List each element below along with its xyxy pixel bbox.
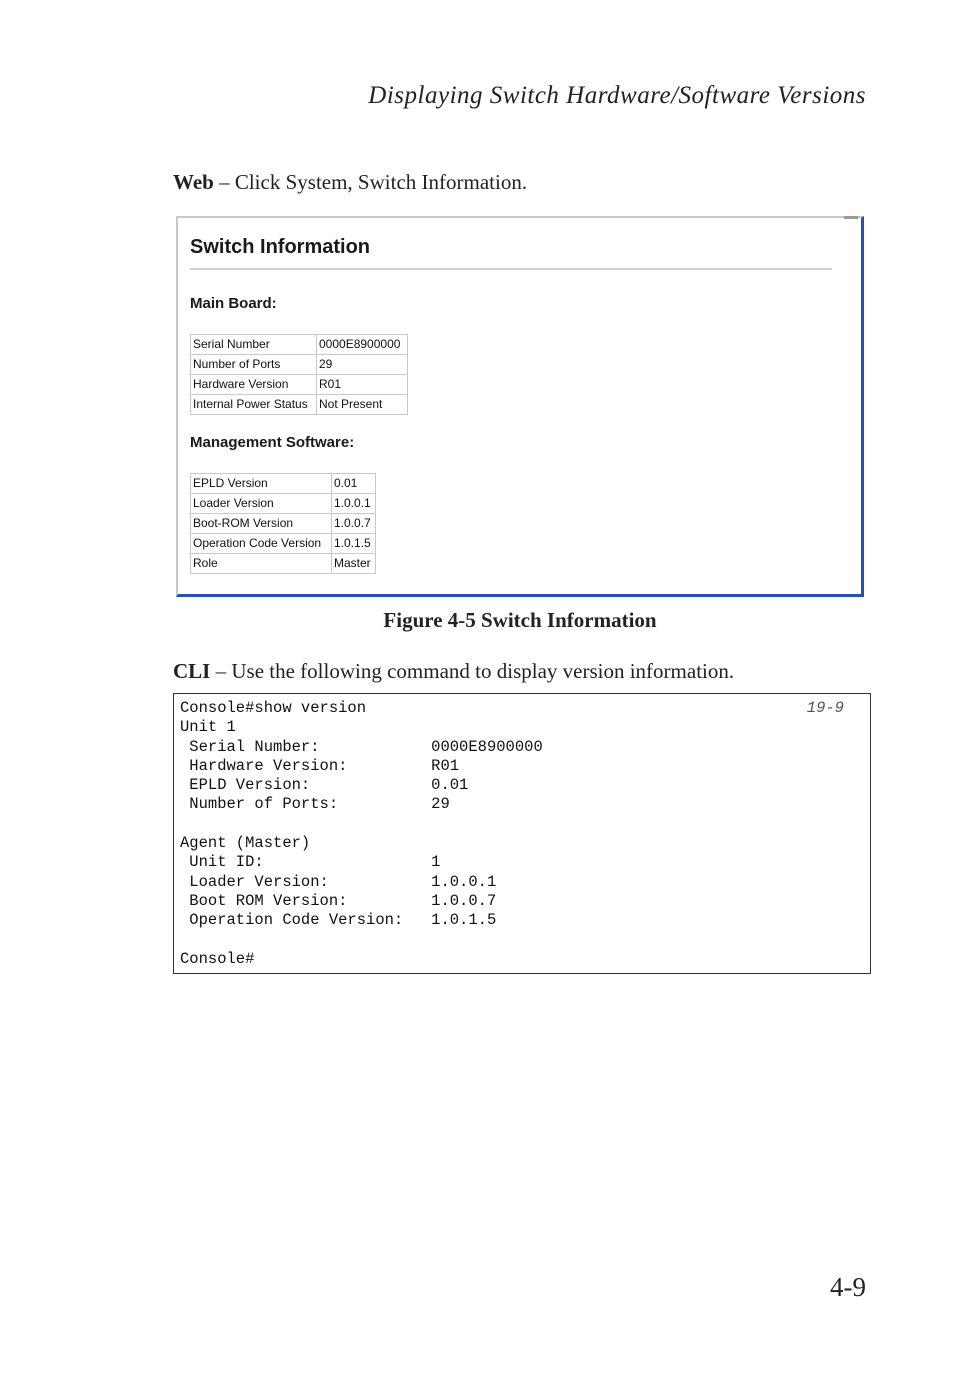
table-row bbox=[191, 554, 376, 574]
row-value: 0.01 bbox=[332, 474, 376, 494]
title-divider bbox=[190, 268, 832, 270]
row-label: Operation Code Version bbox=[191, 534, 332, 554]
cli-instruction-text: – Use the following command to display version information. bbox=[210, 659, 735, 683]
row-label: Number of Ports bbox=[191, 355, 317, 375]
row-value: 1.0.0.1 bbox=[332, 494, 376, 514]
web-label: Web bbox=[173, 170, 214, 194]
row-value: Master bbox=[332, 554, 376, 574]
main-board-table bbox=[190, 334, 408, 415]
cli-line bbox=[180, 815, 543, 834]
cli-command-reference: 19-9 bbox=[806, 699, 844, 717]
row-label: Internal Power Status bbox=[191, 395, 317, 415]
row-label: Role bbox=[191, 554, 332, 574]
cli-line: Unit ID: 1 bbox=[180, 853, 441, 872]
page-number: 4-9 bbox=[830, 1272, 866, 1302]
cli-line: Number of Ports: 29 bbox=[180, 795, 450, 814]
cli-line: Console#show version bbox=[180, 699, 367, 717]
cli-line: EPLD Version: 0.01 bbox=[180, 776, 469, 795]
table-row bbox=[191, 335, 408, 355]
web-instruction bbox=[173, 170, 527, 195]
cli-line: Hardware Version: R01 bbox=[180, 756, 460, 775]
cli-line: Agent (Master) bbox=[180, 834, 311, 853]
row-label: Boot-ROM Version bbox=[191, 514, 332, 534]
main-board-heading: Main Board: bbox=[190, 295, 277, 312]
row-value: R01 bbox=[317, 375, 408, 395]
switch-information-screenshot bbox=[176, 216, 864, 597]
table-row bbox=[191, 355, 408, 375]
row-label: Loader Version bbox=[191, 494, 332, 514]
cli-line: Operation Code Version: 1.0.1.5 bbox=[180, 911, 497, 930]
table-row bbox=[191, 474, 376, 494]
cli-label: CLI bbox=[173, 659, 211, 683]
cli-line: Console# bbox=[180, 949, 255, 968]
table-row bbox=[191, 375, 408, 395]
table-row bbox=[191, 494, 376, 514]
table-row bbox=[191, 534, 376, 554]
table-row bbox=[191, 514, 376, 534]
figure-caption: Figure 4-5 Switch Information bbox=[383, 608, 657, 632]
cli-output bbox=[180, 699, 543, 969]
cli-line: Serial Number: 0000E8900000 bbox=[180, 737, 543, 756]
cli-instruction bbox=[173, 659, 734, 684]
cli-line: Unit 1 bbox=[180, 718, 236, 737]
cli-output-box bbox=[173, 693, 871, 974]
row-label: Serial Number bbox=[191, 335, 317, 355]
row-value: 1.0.1.5 bbox=[332, 534, 376, 554]
cli-line bbox=[180, 931, 543, 950]
cli-line: Loader Version: 1.0.0.1 bbox=[180, 872, 497, 891]
scrollbar-nub bbox=[844, 216, 858, 219]
cli-line: Boot ROM Version: 1.0.0.7 bbox=[180, 891, 497, 910]
web-instruction-text: – Click System, Switch Information. bbox=[213, 170, 528, 194]
ui-page-title: Switch Information bbox=[190, 236, 370, 258]
management-software-heading: Management Software: bbox=[190, 434, 355, 451]
management-software-table bbox=[190, 473, 376, 574]
row-value: 0000E8900000 bbox=[317, 335, 408, 355]
row-value: Not Present bbox=[317, 395, 408, 415]
running-head: Displaying Switch Hardware/Software Versions bbox=[368, 82, 866, 109]
table-row bbox=[191, 395, 408, 415]
row-value: 1.0.0.7 bbox=[332, 514, 376, 534]
row-label: EPLD Version bbox=[191, 474, 332, 494]
row-value: 29 bbox=[317, 355, 408, 375]
row-label: Hardware Version bbox=[191, 375, 317, 395]
